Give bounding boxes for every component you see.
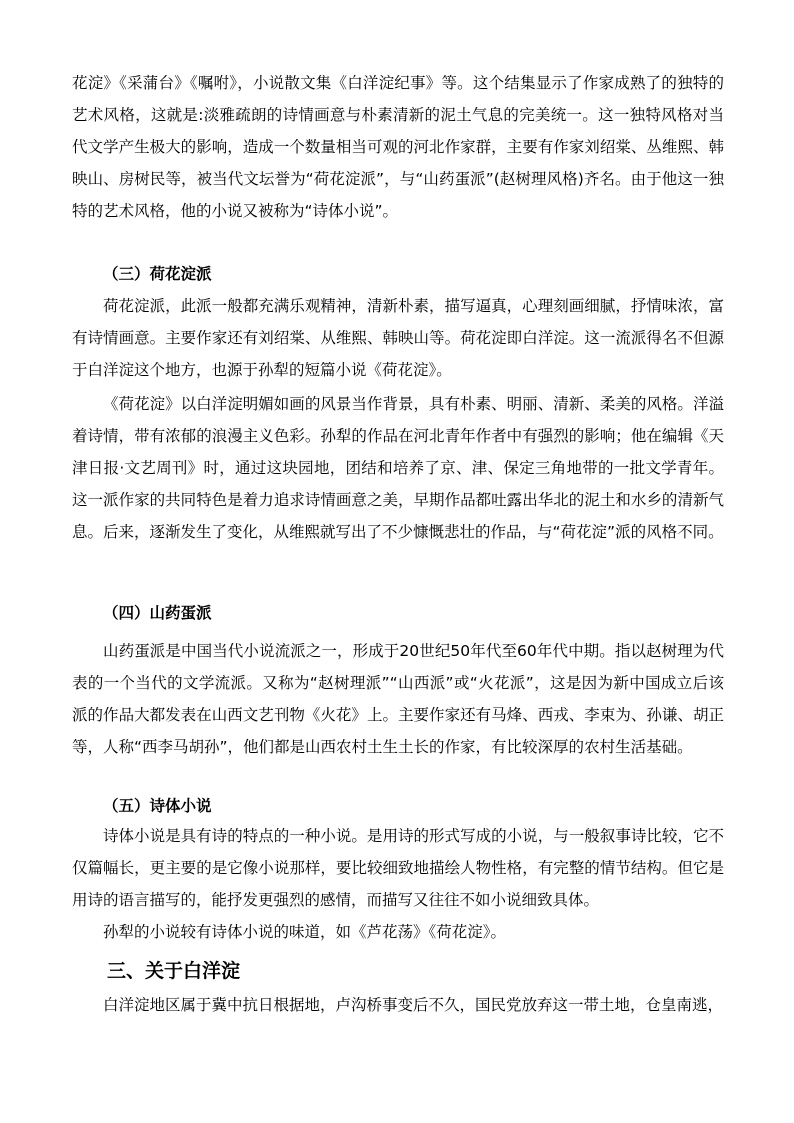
paragraph-hehuadian-school: 荷花淀派，此派一般都充满乐观精神，清新朴素，描写逼真，心理刻画细腻，抒情味浓，富有诗情画意。主要作家还有刘绍棠、从维熙、韩映山等。荷花淀即白洋淀。这一流派得名不但源于白洋淀这个地方，也源于孙犁的短篇小说《荷花淀》。 (72, 297, 724, 379)
paragraph-shanyaodan-school: 山药蛋派是中国当代小说流派之一，形成于20世纪50年代至60年代中期。指以赵树理为代表的一个当代的文学流派。又称为“赵树理派”“山西派”或“火花派”，这是因为新中国成立后该派的作品大都发表在山西文艺刊物《火花》上。主要作家还有马烽、西戎、李束为、孙谦、胡正等，人称“西李马胡孙”，他们都是山西农村土生土长的作家，有比较深厚的农村生活基础。 (72, 642, 724, 756)
subheading-poetic-novel: （五）诗体小说 (103, 797, 212, 815)
subheading-hehuadian-school: （三）荷花淀派 (103, 265, 212, 283)
paragraph-sun-li-works: 花淀》《采蒲台》《嘱咐》，小说散文集《白洋淀纪事》等。这个结集显示了作家成熟了的独特的艺术风格，这就是:淡雅疏朗的诗情画意与朴素清新的泥土气息的完美统一。这一独特风格对当代文学产生极大的影响，造成一个数量相当可观的河北作家群，主要有作家刘绍棠、丛维熙、韩映山、房树民等，被当代文坛誉为“荷花淀派”，与“山药蛋派”(赵树理风格)齐名。由于他这一独特的艺术风格，他的小说又被称为“诗体小说”。 (72, 74, 724, 220)
paragraph-poetic-novel: 诗体小说是具有诗的特点的一种小说。是用诗的形式写成的小说，与一般叙事诗比较，它不仅篇幅长，更主要的是它像小说那样，要比较细致地描绘人物性格，有完整的情节结构。但它是用诗的语言描写的，能抒发更强烈的感情，而描写又往往不如小说细致具体。 (72, 827, 724, 909)
paragraph-baiyangdian: 白洋淀地区属于冀中抗日根据地，卢沟桥事变后不久，国民党放弃这一带土地，仓皇南逃， (103, 996, 724, 1014)
subheading-shanyaodan-school: （四）山药蛋派 (103, 604, 212, 622)
paragraph-hehuadian-story: 《荷花淀》以白洋淀明媚如画的风景当作背景，具有朴素、明丽、清新、柔美的风格。洋溢着诗情，带有浓郁的浪漫主义色彩。孙犁的作品在河北青年作者中有强烈的影响；他在编辑《天津日报·文艺周刊》时，通过这块园地，团结和培养了京、津、保定三角地带的一批文学青年。这一派作家的共同特色是着力追求诗情画意之美，早期作品都吐露出华北的泥土和水乡的清新气息。后来，逐渐发生了变化，从维熙就写出了不少慷慨悲壮的作品，与“荷花淀”派的风格不同。 (72, 395, 724, 541)
section-heading-baiyangdian: 三、关于白洋淀 (107, 960, 241, 982)
paragraph-sun-li-poetic: 孙犁的小说较有诗体小说的味道，如《芦花荡》《荷花淀》。 (103, 923, 507, 941)
